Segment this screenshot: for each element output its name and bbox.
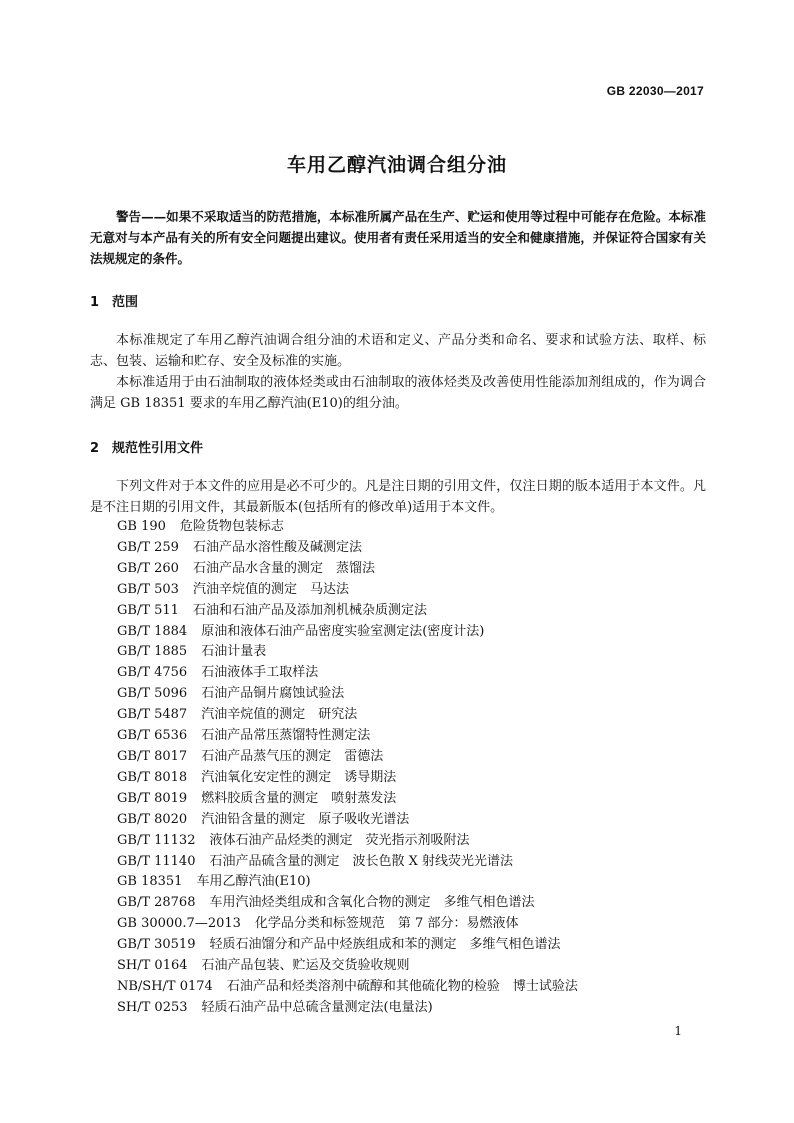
reference-title: 液体石油产品烃类的测定 荧光指示剂吸附法 — [209, 832, 470, 848]
normative-references-list — [117, 517, 578, 1019]
reference-code: GB/T 5487 — [117, 707, 188, 723]
reference-title: 石油产品包装、贮运及交货验收规则 — [201, 958, 410, 974]
reference-code: GB 190 — [117, 519, 166, 534]
page-title: 车用乙醇汽油调合组分油 — [286, 154, 507, 176]
reference-code: GB/T 8018 — [117, 769, 188, 785]
reference-item — [117, 622, 578, 643]
reference-item — [117, 956, 578, 977]
reference-title: 危险货物包装标志 — [179, 519, 284, 534]
reference-code: GB 18351 — [117, 874, 183, 890]
reference-title: 燃料胶质含量的测定 喷射蒸发法 — [201, 790, 397, 806]
section-number: 2 — [90, 441, 100, 456]
reference-item — [117, 642, 578, 663]
reference-item — [117, 977, 578, 998]
reference-title: 石油产品蒸气压的测定 雷德法 — [201, 748, 384, 764]
reference-code: GB/T 503 — [117, 581, 179, 597]
references-intro-paragraph: 下列文件对于本文件的应用是必不可少的。凡是注日期的引用文件，仅注日期的版本适用于本文件。凡是不注日期的引用文件，其最新版本(包括所有的修改单)适用于本文件。 — [90, 479, 706, 515]
reference-code: GB/T 6536 — [117, 728, 188, 744]
reference-title: 汽油辛烷值的测定 研究法 — [201, 707, 358, 723]
reference-item — [117, 935, 578, 956]
section-title: 规范性引用文件 — [112, 441, 204, 456]
reference-item — [117, 684, 578, 705]
reference-title: 石油产品常压蒸馏特性测定法 — [201, 728, 371, 744]
reference-title: 石油产品水溶性酸及碱测定法 — [192, 539, 362, 555]
reference-code: GB/T 1884 — [117, 623, 188, 639]
reference-title: 汽油氧化安定性的测定 诱导期法 — [201, 769, 397, 785]
reference-item — [117, 747, 578, 768]
page-number: 1 — [674, 1024, 682, 1038]
reference-item — [117, 705, 578, 726]
reference-item — [117, 663, 578, 684]
warning-paragraph: 警告——如果不采取适当的防范措施，本标准所属产品在生产、贮运和使用等过程中可能存在危险。本标准无意对与本产品有关的所有安全问题提出建议。使用者有责任采用适当的安全和健康措施，并保证符合国家有关法规规定的条件。 — [90, 209, 706, 266]
reference-item — [117, 580, 578, 601]
reference-code: GB/T 1885 — [117, 644, 188, 660]
reference-title: 石油产品铜片腐蚀试验法 — [201, 686, 345, 702]
section-number: 1 — [90, 295, 100, 310]
reference-title: 汽油铅含量的测定 原子吸收光谱法 — [201, 811, 410, 827]
reference-item — [117, 852, 578, 873]
reference-code: GB 30000.7—2013 — [117, 916, 241, 932]
reference-title: 石油计量表 — [201, 644, 267, 660]
reference-code: GB/T 30519 — [117, 937, 196, 953]
reference-item — [117, 559, 578, 580]
section-2-heading — [90, 437, 203, 456]
reference-title: 石油和石油产品及添加剂机械杂质测定法 — [192, 602, 427, 618]
reference-title: 石油产品水含量的测定 蒸馏法 — [192, 560, 375, 576]
reference-code: NB/SH/T 0174 — [117, 978, 213, 994]
reference-item — [117, 789, 578, 810]
reference-code: GB/T 5096 — [117, 686, 188, 702]
reference-code: GB/T 8017 — [117, 748, 188, 764]
reference-code: GB/T 28768 — [117, 895, 196, 911]
reference-item — [117, 810, 578, 831]
reference-item — [117, 831, 578, 852]
reference-title: 石油产品和烃类溶剂中硫醇和其他硫化物的检验 博士试验法 — [226, 978, 578, 994]
reference-item — [117, 998, 578, 1019]
reference-item — [117, 601, 578, 622]
reference-code: GB/T 11132 — [117, 832, 196, 848]
reference-title: 原油和液体石油产品密度实验室测定法(密度计法) — [201, 623, 485, 639]
reference-code: GB/T 4756 — [117, 665, 188, 681]
reference-title: 轻质石油产品中总硫含量测定法(电量法) — [201, 999, 433, 1015]
section-title: 范围 — [112, 295, 139, 310]
standard-code: GB 22030—2017 — [606, 84, 704, 98]
reference-item — [117, 893, 578, 914]
reference-title: 车用汽油烃类组成和含氧化合物的测定 多维气相色谱法 — [209, 895, 535, 911]
reference-title: 石油产品硫含量的测定 波长色散 X 射线荧光光谱法 — [209, 853, 514, 869]
reference-title: 汽油辛烷值的测定 马达法 — [192, 581, 349, 597]
reference-item — [117, 538, 578, 559]
reference-item — [117, 768, 578, 789]
scope-paragraph-2: 本标准适用于由石油制取的液体烃类或由石油制取的液体烃类及改善使用性能添加剂组成的，作为调合满足 GB 18351 要求的车用乙醇汽油(E10)的组分油。 — [90, 375, 706, 411]
reference-code: GB/T 511 — [117, 602, 179, 618]
reference-code: GB/T 259 — [117, 539, 179, 555]
reference-code: GB/T 11140 — [117, 853, 196, 869]
reference-item — [117, 517, 578, 538]
reference-title: 石油液体手工取样法 — [201, 665, 319, 681]
reference-code: SH/T 0164 — [117, 958, 188, 974]
reference-code: GB/T 260 — [117, 560, 179, 576]
reference-title: 化学品分类和标签规范 第 7 部分：易燃液体 — [254, 916, 519, 932]
section-1-heading — [90, 291, 138, 310]
scope-paragraph-1: 本标准规定了车用乙醇汽油调合组分油的术语和定义、产品分类和命名、要求和试验方法、取样、标志、包装、运输和贮存、安全及标准的实施。 — [90, 333, 706, 369]
reference-item — [117, 872, 578, 893]
reference-item — [117, 726, 578, 747]
reference-code: GB/T 8019 — [117, 790, 188, 806]
reference-title: 轻质石油馏分和产品中烃族组成和苯的测定 多维气相色谱法 — [209, 937, 561, 953]
reference-title: 车用乙醇汽油(E10) — [196, 874, 311, 890]
reference-item — [117, 914, 578, 935]
reference-code: SH/T 0253 — [117, 999, 188, 1015]
reference-code: GB/T 8020 — [117, 811, 188, 827]
